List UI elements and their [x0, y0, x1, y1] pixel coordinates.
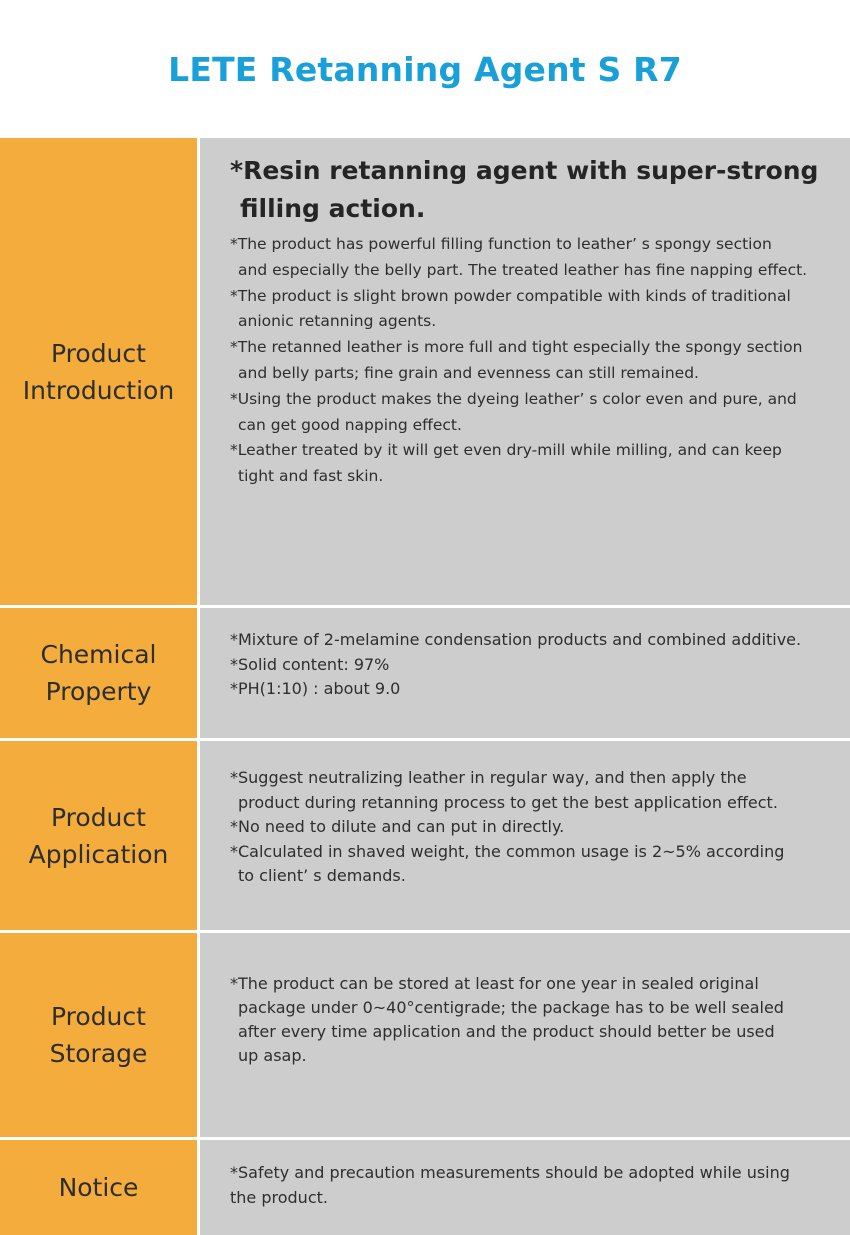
- row-product-storage: [0, 933, 850, 1140]
- content-chemical-property: [200, 608, 850, 738]
- chemical-line: *PH(1:10) : about 9.0: [230, 679, 401, 699]
- application-bullet: *Calculated in shaved weight, the common usage is 2~5% according to client’ s demands.: [230, 841, 785, 886]
- intro-bullet: *The product has powerful filling function to leather’ s spongy section and especially the belly part. The treated leather has fine napping effect.: [230, 235, 808, 279]
- chemical-line: *Solid content: 97%: [230, 654, 390, 674]
- intro-headline-line1: *Resin retanning agent with super-strong: [230, 156, 819, 185]
- storage-bullet: *The product can be stored at least for one year in sealed original package under 0~40°centigrade; the package has to be well sealed after every time application and the product should better be used up asap.: [230, 974, 784, 1065]
- row-chemical-property: [0, 608, 850, 741]
- intro-bullet: *Leather treated by it will get even dry-mill while milling, and can keep tight and fast skin.: [230, 441, 782, 486]
- intro-bullet: *The product is slight brown powder compatible with kinds of traditional anionic retanning agents.: [230, 286, 791, 331]
- intro-headline-line2: filling action.: [240, 194, 426, 223]
- notice-line: the product.: [230, 1187, 328, 1207]
- content-product-introduction: [200, 138, 850, 605]
- row-product-application: [0, 741, 850, 933]
- application-bullet: *No need to dilute and can put in directly.: [230, 817, 565, 837]
- label-notice: Notice: [0, 1140, 197, 1235]
- intro-bullets: [230, 232, 830, 490]
- page-title: LETE Retanning Agent S R7: [168, 50, 682, 89]
- row-notice: [0, 1140, 850, 1235]
- label-product-introduction: Product Introduction: [0, 138, 197, 605]
- content-product-application: [200, 741, 850, 930]
- chemical-line: *Mixture of 2-melamine condensation products and combined additive.: [230, 630, 802, 650]
- row-product-introduction: [0, 138, 850, 608]
- label-chemical-property: Chemical Property: [0, 608, 197, 738]
- intro-bullet: *Using the product makes the dyeing leather’ s color even and pure, and can get good napping effect.: [230, 389, 797, 434]
- intro-bullet: *The retanned leather is more full and tight especially the spongy section and belly parts; fine grain and evenness can still remained.: [230, 338, 803, 382]
- label-product-storage: Product Storage: [0, 933, 197, 1137]
- notice-line: *Safety and precaution measurements should be adopted while using: [230, 1163, 790, 1182]
- intro-headline: [230, 152, 830, 228]
- content-product-storage: [200, 933, 850, 1137]
- application-bullet: *Suggest neutralizing leather in regular way, and then apply the product during retanning process to get the best application effect.: [230, 768, 778, 812]
- spec-table: [0, 138, 850, 1235]
- label-product-application: Product Application: [0, 741, 197, 930]
- content-notice: [200, 1140, 850, 1235]
